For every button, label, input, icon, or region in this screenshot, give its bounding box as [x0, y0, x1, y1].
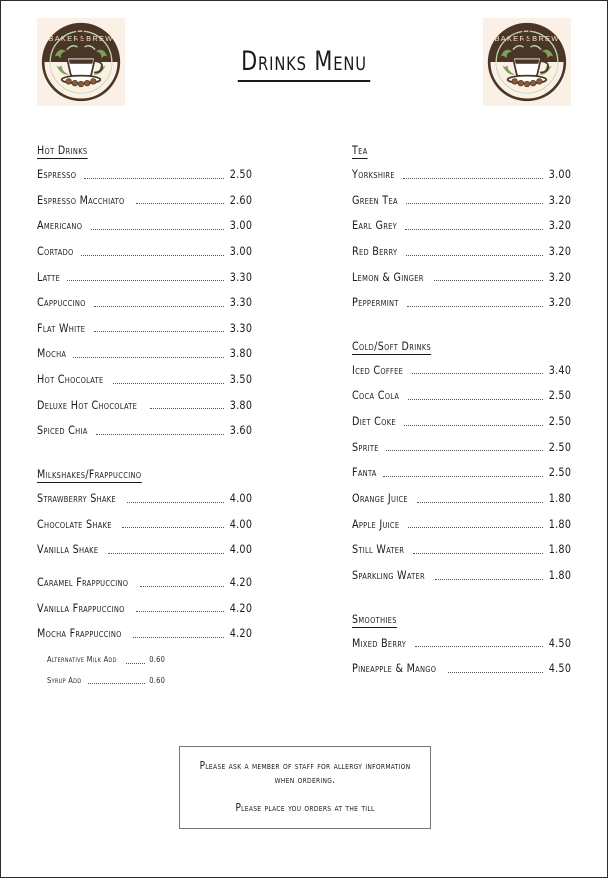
svg-text:BAKERSBREW: BAKERSBREW: [494, 33, 560, 43]
menu-item: [352, 466, 571, 479]
dot-leader: [113, 382, 223, 384]
menu-item: [37, 219, 252, 232]
menu-item-name: Cortado: [37, 243, 74, 258]
dot-leader: [126, 662, 145, 664]
svg-text:BAKERSBREW: BAKERSBREW: [48, 33, 114, 43]
menu-item: [37, 373, 252, 386]
right-sections: [352, 139, 571, 675]
menu-item: [37, 245, 252, 258]
menu-item-name: Espresso Macchiato: [37, 192, 125, 207]
menu-item-price: 3.80: [229, 346, 252, 361]
menu-item-name: Americano: [37, 218, 83, 233]
dot-leader: [407, 305, 543, 307]
menu-item: [352, 271, 571, 284]
menu-item: [37, 627, 252, 640]
menu-item-price: 4.50: [548, 661, 571, 676]
section-title-milkshakes-frappuccino: Milkshakes/Frappuccino: [37, 467, 142, 482]
dot-leader: [386, 449, 543, 451]
menu-item: [37, 602, 252, 615]
menu-item-price: 3.20: [548, 295, 571, 310]
menu-item: [352, 569, 571, 582]
menu-item: [352, 518, 571, 531]
menu-item: [37, 543, 252, 556]
menu-item-price: 3.60: [229, 423, 252, 438]
addon-item-name: Syrup Add: [47, 675, 82, 685]
menu-item-name: Mixed Berry: [352, 635, 407, 650]
menu-item-price: 3.50: [229, 372, 252, 387]
menu-item-name: Peppermint: [352, 295, 399, 310]
menu-item: [37, 518, 252, 531]
menu-item: [37, 296, 252, 309]
menu-section-cold-soft-drinks: [352, 335, 571, 582]
menu-column-left: [37, 139, 304, 697]
dot-leader: [406, 254, 543, 256]
menu-item-name: Sprite: [352, 439, 379, 454]
menu-item-price: 1.80: [548, 491, 571, 506]
menu-item-name: Red Berry: [352, 243, 398, 258]
dot-leader: [127, 501, 224, 503]
dot-leader: [434, 279, 543, 281]
menu-section-tea: [352, 139, 571, 309]
section-title-smoothies: Smoothies: [352, 611, 397, 626]
dot-leader: [67, 279, 224, 281]
menu-item: [352, 637, 571, 650]
menu-item-price: 3.00: [548, 167, 571, 181]
menu-header: [1, 1, 607, 121]
menu-item-price: 2.50: [548, 439, 571, 454]
dot-leader: [412, 372, 543, 374]
menu-section-milkshakes-frappuccino: [37, 463, 252, 556]
menu-item-price: 3.20: [548, 192, 571, 207]
menu-item-name: Mocha: [37, 346, 67, 361]
addons-block: [37, 656, 252, 686]
dot-leader: [150, 407, 224, 409]
notice-line-till: Please place you orders at the till: [235, 802, 375, 815]
dot-leader: [406, 202, 542, 204]
menu-item-price: 2.50: [548, 414, 571, 429]
dot-leader: [136, 202, 224, 204]
menu-item-name: Green Tea: [352, 192, 398, 207]
dot-leader: [413, 552, 543, 554]
menu-item-name: Espresso: [37, 167, 77, 181]
menu-item-name: Coca Cola: [352, 388, 400, 403]
menu-item-name: Cappuccino: [37, 295, 86, 310]
dot-leader: [81, 254, 223, 256]
addon-item: [37, 656, 165, 665]
menu-item: [37, 271, 252, 284]
menu-item-name: Flat White: [37, 320, 86, 335]
notice-line-allergy: Please ask a member of staff for allergy information when ordering.: [199, 760, 411, 787]
dot-leader: [405, 228, 542, 230]
menu-item: [352, 296, 571, 309]
dot-leader: [417, 501, 543, 503]
menu-item-price: 2.50: [229, 167, 252, 181]
menu-item: [37, 492, 252, 505]
menu-item-name: Diet Coke: [352, 414, 396, 429]
menu-item-price: 3.20: [548, 218, 571, 233]
menu-item: [352, 543, 571, 556]
menu-item-price: 4.00: [229, 542, 252, 557]
menu-item: [352, 245, 571, 258]
dot-leader: [73, 356, 223, 358]
menu-item: [352, 415, 571, 428]
dot-leader: [408, 526, 543, 528]
menu-item-name: Yorkshire: [352, 167, 395, 181]
menu-item-price: 2.50: [548, 465, 571, 480]
menu-item-price: 3.20: [548, 243, 571, 258]
addon-item-price: 0.60: [148, 654, 165, 664]
bakersbrew-logo-right: [483, 18, 571, 106]
menu-item-name: Vanilla Frappuccino: [37, 600, 125, 615]
addon-item-name: Alternative Milk Add: [47, 654, 117, 664]
menu-section-smoothies: [352, 608, 571, 675]
menu-item: [37, 399, 252, 412]
menu-item-name: Spiced Chia: [37, 423, 88, 438]
menu-item-name: Hot Chocolate: [37, 372, 104, 387]
dot-leader: [136, 610, 223, 612]
menu-item: [37, 322, 252, 335]
dot-leader: [404, 424, 543, 426]
menu-item-name: Latte: [37, 269, 61, 284]
menu-item: [352, 194, 571, 207]
menu-item-name: Fanta: [352, 465, 377, 480]
menu-item-name: Apple Juice: [352, 516, 400, 531]
menu-item-price: 3.30: [229, 320, 252, 335]
menu-columns: [1, 139, 607, 697]
menu-item-price: 4.20: [229, 574, 252, 589]
menu-item-price: 3.20: [548, 269, 571, 284]
menu-item-price: 4.00: [229, 516, 252, 531]
dot-leader: [408, 398, 543, 400]
menu-item: [352, 662, 571, 675]
menu-item-name: Sparkling Water: [352, 567, 425, 582]
dot-leader: [94, 330, 224, 332]
menu-item-name: Still Water: [352, 542, 405, 557]
dot-leader: [84, 177, 224, 179]
page-title-text: Drinks Menu: [238, 46, 371, 82]
allergy-notice: [179, 746, 431, 829]
left-sections: [37, 139, 252, 640]
menu-item-price: 1.80: [548, 567, 571, 582]
menu-item-name: Lemon & Ginger: [352, 269, 424, 284]
menu-item-name: Deluxe Hot Chocolate: [37, 397, 138, 412]
menu-item-price: 3.80: [229, 397, 252, 412]
dot-leader: [88, 682, 145, 684]
menu-item-name: Mocha Frappuccino: [37, 626, 122, 641]
menu-section-hot-drinks: [37, 139, 252, 437]
menu-item-name: Iced Coffee: [352, 362, 404, 377]
dot-leader: [415, 645, 543, 647]
menu-item-price: 4.00: [229, 491, 252, 506]
addons-list: [37, 656, 165, 686]
menu-item: [352, 219, 571, 232]
menu-item-name: Pineapple & Mango: [352, 661, 437, 676]
section-title-hot-drinks: Hot Drinks: [37, 143, 88, 157]
menu-item-price: 3.30: [229, 295, 252, 310]
section-title-cold-soft-drinks: Cold/Soft Drinks: [352, 338, 432, 353]
dot-leader: [96, 433, 223, 435]
dot-leader: [133, 636, 224, 638]
dot-leader: [383, 475, 542, 477]
menu-item-name: Orange Juice: [352, 491, 408, 506]
dot-leader: [122, 526, 223, 528]
addon-item-price: 0.60: [148, 675, 165, 685]
menu-item-price: 4.50: [548, 635, 571, 650]
menu-item: [37, 424, 252, 437]
menu-item: [352, 364, 571, 377]
menu-section-frappuccino-group: [37, 576, 252, 640]
menu-item: [37, 194, 252, 207]
dot-leader: [91, 228, 224, 230]
menu-item: [37, 168, 252, 181]
dot-leader: [448, 671, 543, 673]
dot-leader: [140, 585, 224, 587]
menu-column-right: [304, 139, 571, 697]
menu-item-price: 2.50: [548, 388, 571, 403]
dot-leader: [435, 578, 542, 580]
menu-item-price: 1.80: [548, 516, 571, 531]
menu-item-price: 3.30: [229, 269, 252, 284]
menu-item-name: Chocolate Shake: [37, 516, 112, 531]
menu-item: [37, 576, 252, 589]
menu-item: [352, 389, 571, 402]
dot-leader: [108, 552, 224, 554]
menu-item-name: Strawberry Shake: [37, 491, 116, 506]
menu-item-price: 4.20: [229, 600, 252, 615]
menu-item-name: Vanilla Shake: [37, 542, 99, 557]
menu-item-name: Caramel Frappuccino: [37, 574, 129, 589]
menu-item-name: Earl Grey: [352, 218, 398, 233]
addon-item: [37, 677, 165, 686]
menu-item-price: 3.00: [229, 243, 252, 258]
menu-item-price: 3.40: [548, 362, 571, 377]
menu-item: [352, 492, 571, 505]
section-title-tea: Tea: [352, 143, 368, 157]
menu-item: [37, 347, 252, 360]
menu-item-price: 2.60: [229, 192, 252, 207]
logo-icon: [483, 18, 571, 106]
menu-item-price: 3.00: [229, 218, 252, 233]
menu-item: [352, 168, 571, 181]
dot-leader: [403, 177, 543, 179]
menu-item-price: 4.20: [229, 626, 252, 641]
dot-leader: [94, 305, 223, 307]
menu-item-price: 1.80: [548, 542, 571, 557]
menu-item: [352, 441, 571, 454]
